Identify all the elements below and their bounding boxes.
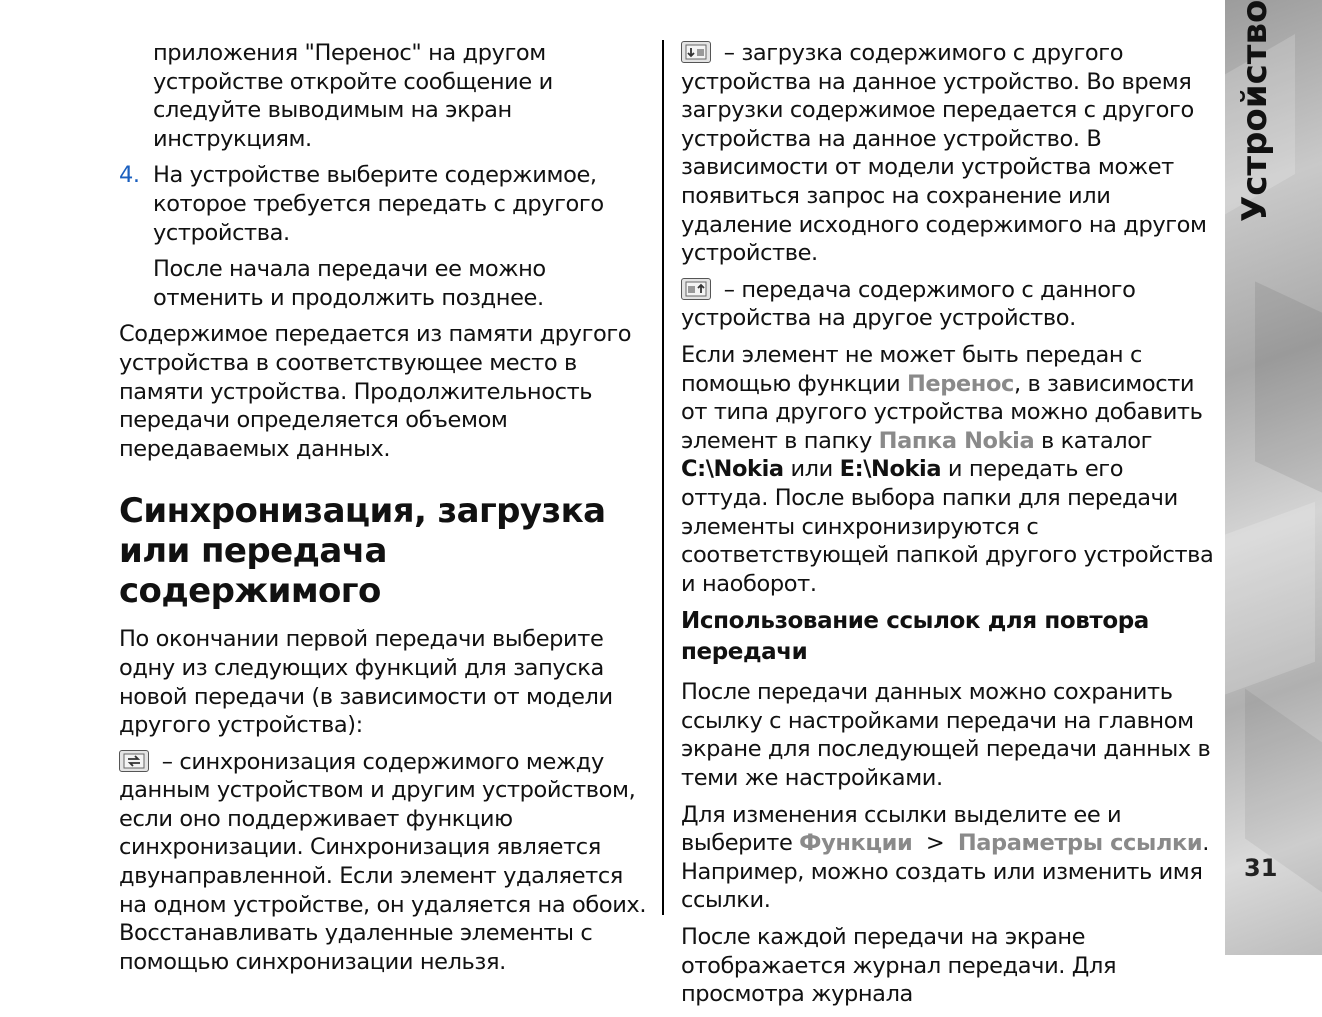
path-c-nokia: C:\Nokia [681,456,784,483]
upload-icon [681,278,711,300]
sync-text: – синхронизация содержимого между данным устройством и другим устройством, если оно поддерживает функцию синхронизации. Синхронизация является двунаправленной. Если элемент удаляется на одном устройстве, он удаляется на обоих. Восстанавливать удаленные элементы с помощью синхронизации нельзя. [119,748,647,975]
edit-text-1: Для изменения ссылки выделите ее и выберите [681,801,1122,857]
sync-icon [119,750,149,772]
download-icon [681,41,711,63]
sync-paragraph [119,748,654,977]
right-column [681,39,1216,1017]
folder-text-5: и передать его оттуда. После выбора папки для передачи элементы синхронизируются с соответствующей папкой другого устройства и наоборот. [681,456,1214,597]
edit-paragraph [681,801,1216,915]
sidebar-facet [1225,502,1315,698]
folder-text-3: в каталог [1034,427,1153,454]
folder-paragraph [681,341,1216,598]
column-divider [662,40,664,915]
step-text: На устройстве выберите содержимое, которое требуется передать с другого устройства. [153,162,604,246]
shortcut-paragraph: После передачи данных можно сохранить ссылку с настройками передачи на главном экране для последующей передачи данных в теми же настройками. [681,679,1211,792]
ui-label-nokia-folder: Папка Nokia [878,427,1035,454]
step-number: 4. [119,162,140,189]
section-title: Устройство [1235,0,1275,222]
download-text: – загрузка содержимого с другого устройства на данное устройство. Во время загрузки содержимое передается с другого устройства на данное устройство. В зависимости от модели устройства может появиться запрос на сохранение или удаление исходного содержимого на другом устройстве. [681,40,1207,267]
path-e-nokia: E:\Nokia [839,456,942,483]
section-heading: Синхронизация, загрузка или передача содержимого [119,491,606,612]
edit-text-2: . Например, можно создать или изменить имя ссылки. [681,830,1210,914]
subheading: Использование ссылок для повтора передачи [681,608,1149,666]
sidebar-facet [1255,281,1322,498]
memory-paragraph: Содержимое передается из памяти другого устройства в соответствующее место в памяти устройства. Продолжительность передачи определяется объемом передаваемых данных. [119,321,632,462]
upload-text: – передача содержимого с данного устройства на другое устройство. [681,276,1136,332]
intro-paragraph: По окончании первой передачи выберите одну из следующих функций для запуска новой передачи (в зависимости от модели другого устройства): [119,626,613,739]
download-paragraph [681,39,1216,268]
folder-text-2: , в зависимости от типа другого устройства можно добавить элемент в папку [681,370,1203,454]
folder-text-4: или [783,456,840,483]
menu-separator: > [912,830,958,857]
step-4 [119,161,654,247]
step-note: После начала передачи ее можно отменить и продолжить позднее. [153,256,546,311]
ui-label-functions: Функции [799,830,913,857]
continuation-paragraph: приложения "Перенос" на другом устройстве откройте сообщение и следуйте выводимым на экран инструкциям. [153,40,553,152]
upload-paragraph [681,276,1216,333]
left-column [119,39,654,984]
page-number: 31 [1244,854,1278,882]
log-paragraph: После каждой передачи на экране отображается журнал передачи. Для просмотра журнала [681,924,1117,1008]
folder-text-1: Если элемент не может быть передан с помощью функции [681,341,1142,397]
ui-label-transfer: Перенос [906,370,1014,397]
ui-label-link-params: Параметры ссылки [957,830,1203,857]
